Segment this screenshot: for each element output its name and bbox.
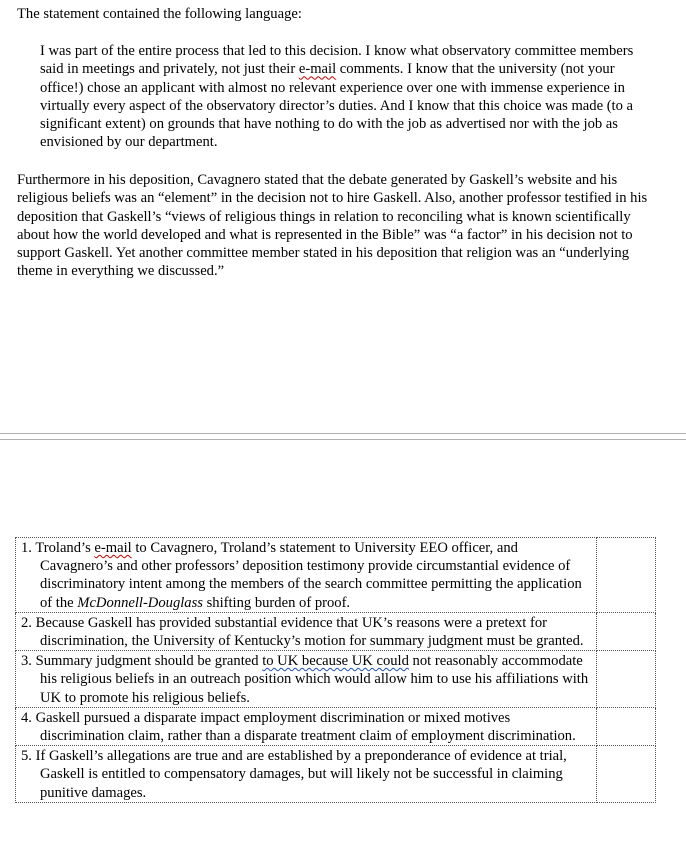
question-cell-2 xyxy=(16,612,597,650)
answer-cell-1[interactable] xyxy=(597,538,656,613)
question-cell-5 xyxy=(16,746,597,803)
question-cell-4 xyxy=(16,707,597,745)
answer-cell-4[interactable] xyxy=(597,707,656,745)
question-5-text: If Gaskell’s allegations are true and are established by a preponderance of evidence at trial, Gaskell is entitled to compensatory damages, but will likely not be successful in claiming punitive damages. xyxy=(35,748,567,801)
table-row xyxy=(16,612,656,650)
question-1-case-name: McDonnell-Douglass xyxy=(77,594,203,611)
question-4-text: Gaskell pursued a disparate impact employment discrimination or mixed motives discrimination claim, rather than a disparate treatment claim of employment discrimination. xyxy=(35,709,576,745)
question-1-post: shifting burden of proof. xyxy=(202,594,351,611)
question-cell-1 xyxy=(16,538,597,613)
answer-cell-5[interactable] xyxy=(597,746,656,803)
divider-bottom xyxy=(0,439,686,440)
questions-table xyxy=(15,537,656,803)
question-number-4: 4. xyxy=(21,709,32,726)
question-1-mid: to Cavagnero, Troland’s statement to University EEO officer, and Cavagnero’s and other professors’ deposition testimony provide circumstantial evidence of discriminatory intent among the members of the search committee permitting the application of the xyxy=(40,540,582,611)
question-3-pre: Summary judgment should be granted xyxy=(35,653,263,670)
quote-part-1: I was part of the entire process that led to this decision. I know what observatory committee members said in meetings and privately, not just their xyxy=(40,43,634,78)
question-number-5: 5. xyxy=(21,748,32,765)
spellcheck-flag-email-2: e-mail xyxy=(94,540,132,556)
quote-part-2: comments. I know that the university (not your office!) chose an applicant with almost no relevant experience over one with immense experience in virtually every aspect of the observatory director’s duties. And I know that this choice was made (to a significant extent) on grounds that have nothing to do with the job as advertised nor with the job as envisioned by our department. xyxy=(40,61,634,151)
intro-line: The statement contained the following language: xyxy=(17,6,302,22)
grammar-flag: to UK because UK could xyxy=(262,653,409,670)
question-number-3: 3. xyxy=(21,653,32,670)
question-1-pre: Troland’s xyxy=(35,540,95,556)
question-3-mid: not reasonably accommodate his religious beliefs in an outreach position which would allow him to use his affiliations with UK to promote his religious beliefs. xyxy=(40,653,589,706)
question-number-2: 2. xyxy=(21,614,32,631)
block-quote xyxy=(40,42,650,152)
answer-cell-2[interactable] xyxy=(597,612,656,650)
answer-cell-3[interactable] xyxy=(597,651,656,708)
deposition-paragraph: Furthermore in his deposition, Cavagnero stated that the debate generated by Gaskell’s website and his religious beliefs was an “element” in the decision not to hire Gaskell. Also, another professor testified in his deposition that Gaskell’s “views of religious things in relation to reconciling what is known scientifically about how the world developed and what is represented in the Bible” was “a factor” in his decision not to support Gaskell. Yet another committee member stated in his deposition that religion was an “underlying theme in everything we discussed.” xyxy=(17,172,648,280)
table-row xyxy=(16,651,656,708)
table-row xyxy=(16,538,656,613)
question-2-text: Because Gaskell has provided substantial evidence that UK’s reasons were a pretext for discrimination, the University of Kentucky’s motion for summary judgment must be granted. xyxy=(35,614,584,650)
question-number-1: 1. xyxy=(21,540,32,556)
table-row xyxy=(16,707,656,745)
divider-top xyxy=(0,433,686,434)
table-row xyxy=(16,746,656,803)
spellcheck-flag-email: e-mail xyxy=(298,61,337,78)
question-cell-3 xyxy=(16,651,597,708)
